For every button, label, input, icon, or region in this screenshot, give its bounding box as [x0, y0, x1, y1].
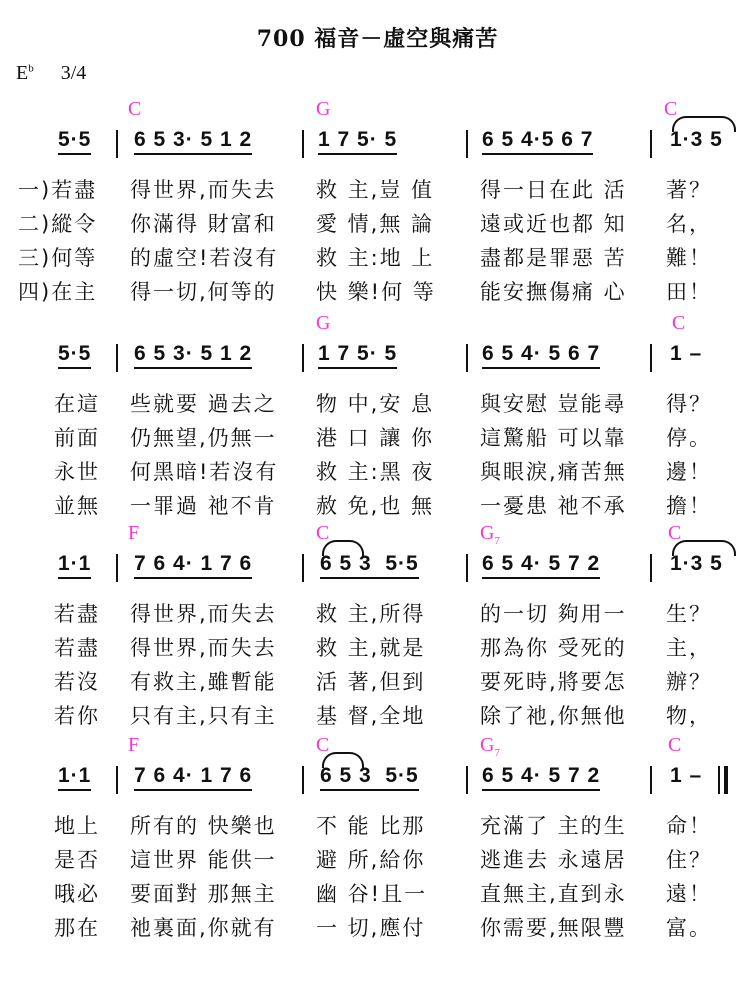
lyric: 並無	[54, 494, 100, 518]
lyric: 救 主,豈 值	[316, 178, 435, 202]
lyric: 若盡	[54, 602, 100, 626]
chord-extension: 7	[494, 747, 500, 759]
chord: C	[664, 98, 678, 120]
measure-notes: 1·3 5	[670, 128, 723, 151]
lyric: 命！	[666, 814, 712, 838]
lyric: 一)若盡	[18, 178, 98, 202]
lyric: 的虛空!若沒有	[130, 246, 279, 270]
chord: C	[316, 734, 330, 756]
notation-row	[0, 764, 755, 800]
barline	[116, 344, 118, 372]
lyric: 幽 谷!且一	[316, 882, 428, 906]
lyric: 二)縱令	[18, 212, 98, 236]
lyric: 不 能 比那	[316, 814, 426, 838]
barline	[302, 344, 304, 372]
lyric: 直無主,直到永	[480, 882, 627, 906]
barline	[116, 130, 118, 158]
measure-notes: 1 7 5· 5	[318, 128, 397, 155]
measure-notes: 1·1	[58, 764, 91, 791]
measure-notes: 6 5 3· 5 1 2	[134, 342, 252, 369]
measure-notes: 6 5 4· 5 6 7	[482, 342, 600, 369]
lyric: 是否	[54, 848, 100, 872]
chord: C	[668, 734, 682, 756]
measure-notes: 5·5	[58, 342, 91, 369]
lyric: 與安慰 豈能尋	[480, 392, 627, 416]
barline	[466, 554, 468, 582]
measure-notes: 7 6 4· 1 7 6	[134, 552, 252, 579]
chord: C	[316, 522, 330, 544]
lyric: 只有主,只有主	[130, 704, 277, 728]
measure-notes: 6 5 3· 5 1 2	[134, 128, 252, 155]
lyric: 生？	[666, 602, 712, 626]
lyric: 得一日在此 活	[480, 178, 627, 202]
lyric: 有救主,雖暫能	[130, 670, 277, 694]
lyric: 仍無望,仍無一	[130, 426, 277, 450]
lyric: 活 著,但到	[316, 670, 426, 694]
lyric: 所有的 快樂也	[130, 814, 277, 838]
lyric: 得世界,而失去	[130, 602, 277, 626]
lyric: 田！	[666, 280, 712, 304]
barline	[650, 344, 652, 372]
measure-notes: 6 5 3 5·5	[320, 764, 419, 791]
chord-row	[0, 734, 755, 758]
barline	[116, 554, 118, 582]
barline	[466, 130, 468, 158]
lyric: 快 樂!何 等	[316, 280, 436, 304]
barline	[650, 766, 652, 794]
lyric: 那為你 受死的	[480, 636, 627, 660]
lyric: 物 中,安 息	[316, 392, 435, 416]
lyric: 你需要,無限豐	[480, 916, 627, 940]
lyric: 四)在主	[18, 280, 98, 304]
lyric: 停。	[666, 426, 712, 450]
chord-row	[0, 522, 755, 546]
measure-notes: 6 5 4· 5 7 2	[482, 552, 600, 579]
lyric: 得一切,何等的	[130, 280, 277, 304]
lyric: 基 督,全地	[316, 704, 426, 728]
lyric: 主，	[666, 636, 712, 660]
chord: C	[672, 312, 686, 334]
chord: C	[668, 522, 682, 544]
barline	[302, 554, 304, 582]
chord: C	[128, 98, 142, 120]
chord: F	[128, 522, 140, 544]
chord-root: G	[480, 734, 495, 756]
lyric: 難！	[666, 246, 712, 270]
lyric: 得？	[666, 392, 712, 416]
song-title: 700 福音－虛空與痛苦	[256, 26, 499, 52]
barline	[302, 130, 304, 158]
lyric: 救 主,所得	[316, 602, 426, 626]
chord: G	[316, 98, 331, 120]
key-flat: b	[28, 62, 34, 75]
lyric: 逃進去 永遠居	[480, 848, 627, 872]
key-signature	[16, 62, 86, 85]
lyric: 地上	[54, 814, 100, 838]
lyric: 要面對 那無主	[130, 882, 277, 906]
lyric: 救 主,就是	[316, 636, 426, 660]
lyric: 救 主:黑 夜	[316, 460, 435, 484]
barline	[466, 766, 468, 794]
lyric: 港 口 讓 你	[316, 426, 435, 450]
lyric: 救 主:地 上	[316, 246, 435, 270]
lyric: 得世界,而失去	[130, 636, 277, 660]
measure-notes: 7 6 4· 1 7 6	[134, 764, 252, 791]
lyric: 著？	[666, 178, 712, 202]
lyric: 盡都是罪惡 苦	[480, 246, 627, 270]
lyric: 一憂患 祂不承	[480, 494, 627, 518]
lyric: 辦？	[666, 670, 712, 694]
lyric: 避 所,給你	[316, 848, 426, 872]
chord	[480, 522, 500, 547]
measure-notes: 6 5 4·5 6 7	[482, 128, 593, 155]
time-signature: 3/4	[60, 62, 87, 84]
chord-row	[0, 98, 755, 122]
lyric: 遠！	[666, 882, 712, 906]
chord-root: G	[480, 522, 495, 544]
lyric: 祂裏面,你就有	[130, 916, 277, 940]
barline	[116, 766, 118, 794]
lyric: 這驚船 可以靠	[480, 426, 627, 450]
barline	[650, 554, 652, 582]
barline	[650, 130, 652, 158]
lyric: 若你	[54, 704, 100, 728]
measure-notes: 1 –	[670, 342, 703, 365]
final-barline-thick	[724, 766, 728, 794]
lyric: 邊！	[666, 460, 712, 484]
barline	[302, 766, 304, 794]
lyric: 遠或近也都 知	[480, 212, 627, 236]
lyric: 與眼淚,痛苦無	[480, 460, 627, 484]
lyric: 富。	[666, 916, 712, 940]
lyric: 充滿了 主的生	[480, 814, 627, 838]
measure-notes: 1 7 5· 5	[318, 342, 397, 369]
lyric: 一罪過 祂不肯	[130, 494, 277, 518]
measure-notes: 1·1	[58, 552, 91, 579]
chord-extension: 7	[494, 535, 500, 547]
lyric: 哦必	[54, 882, 100, 906]
lyric: 擔！	[666, 494, 712, 518]
lyric: 前面	[54, 426, 100, 450]
lyric: 得世界,而失去	[130, 178, 277, 202]
lyric: 除了祂,你無他	[480, 704, 627, 728]
lyric: 三)何等	[18, 246, 98, 270]
measure-notes: 1·3 5	[670, 552, 723, 575]
final-barline-thin	[718, 766, 720, 794]
measure-notes: 6 5 3 5·5	[320, 552, 419, 579]
lyric: 的一切 夠用一	[480, 602, 627, 626]
chord: G	[316, 312, 331, 334]
notation-row	[0, 342, 755, 378]
notation-row	[0, 128, 755, 164]
lyric: 何黑暗!若沒有	[130, 460, 279, 484]
lyric: 若沒	[54, 670, 100, 694]
lyric: 這世界 能供一	[130, 848, 277, 872]
lyric: 愛 情,無 論	[316, 212, 435, 236]
lyric: 那在	[54, 916, 100, 940]
lyric: 若盡	[54, 636, 100, 660]
measure-notes: 6 5 4· 5 7 2	[482, 764, 600, 791]
measure-notes: 5·5	[58, 128, 91, 155]
lyric: 名，	[666, 212, 712, 236]
lyric: 能安撫傷痛 心	[480, 280, 627, 304]
lyric: 永世	[54, 460, 100, 484]
lyric: 赦 免,也 無	[316, 494, 435, 518]
barline	[466, 344, 468, 372]
lyric: 物，	[666, 704, 712, 728]
lyric: 你滿得 財富和	[130, 212, 277, 236]
lyric: 住？	[666, 848, 712, 872]
key-letter: E	[16, 62, 29, 84]
lyric: 些就要 過去之	[130, 392, 277, 416]
measure-notes: 1 –	[670, 764, 703, 787]
notation-row	[0, 552, 755, 588]
lyric: 在這	[54, 392, 100, 416]
lyric: 一 切,應付	[316, 916, 426, 940]
lyric: 要死時,將要怎	[480, 670, 627, 694]
chord-row	[0, 312, 755, 336]
chord	[480, 734, 500, 759]
chord: F	[128, 734, 140, 756]
